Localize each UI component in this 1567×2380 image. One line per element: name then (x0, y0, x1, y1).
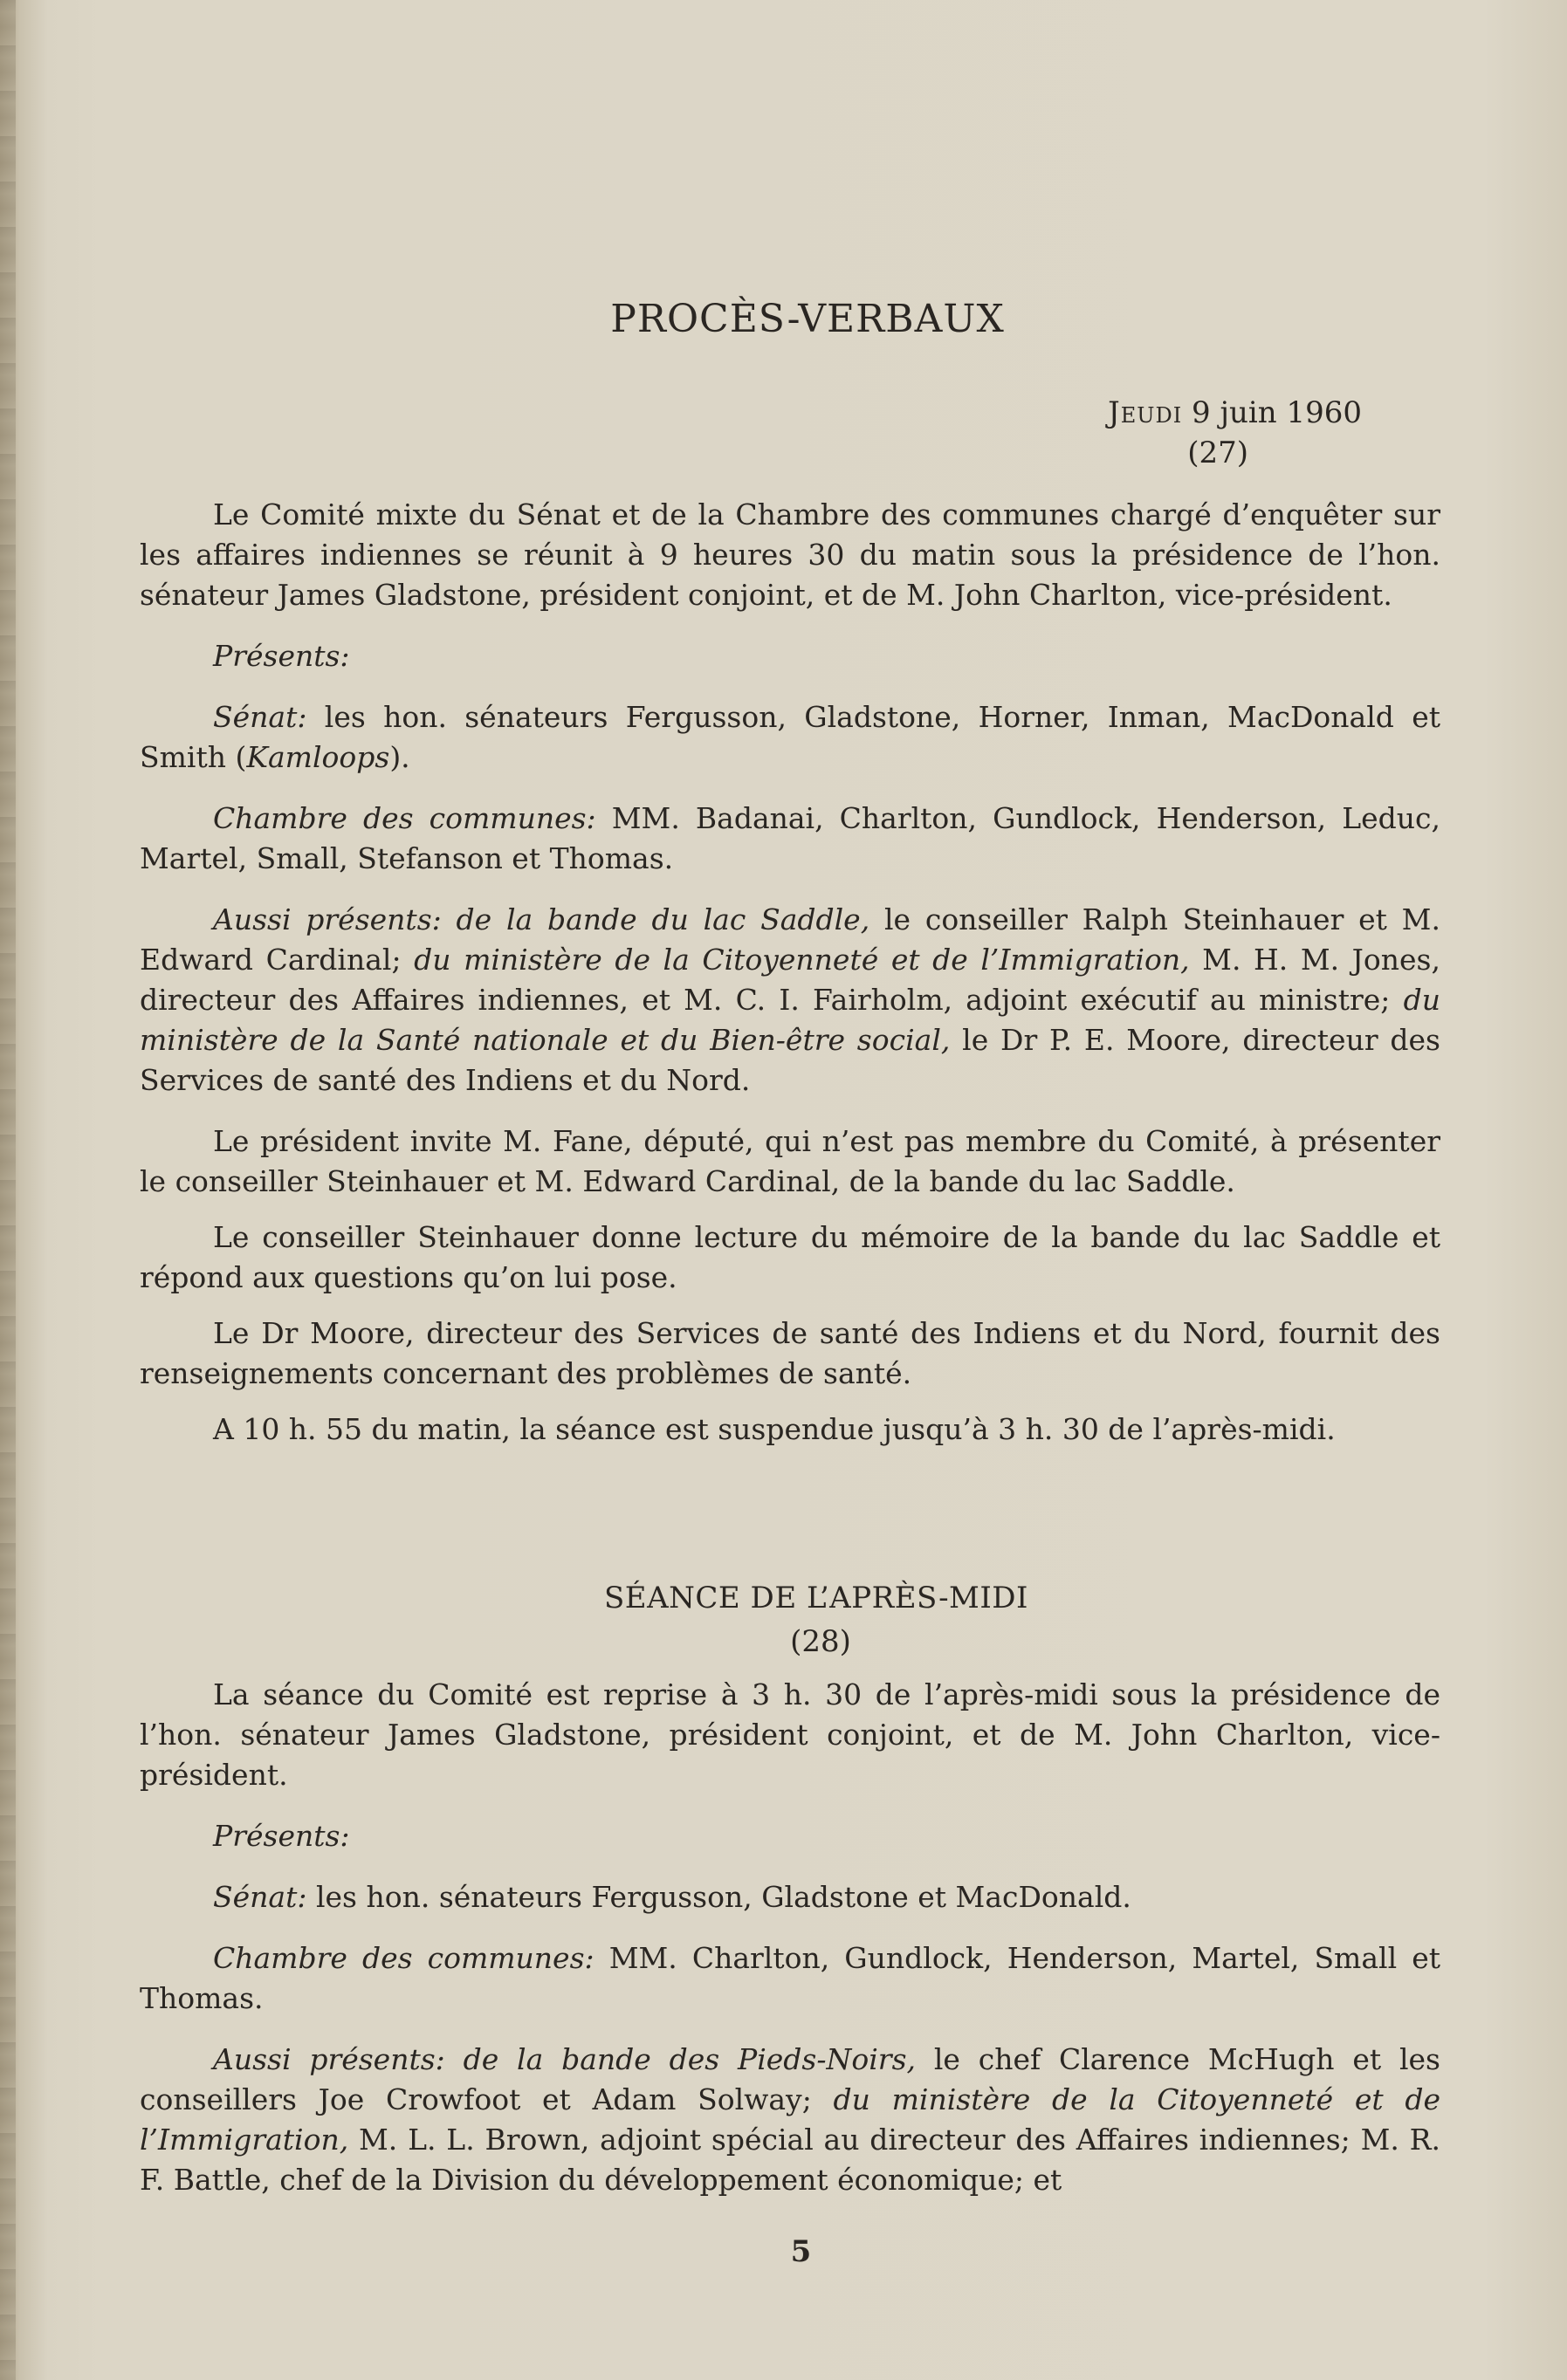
fane-paragraph: Le président invite M. Fane, député, qui n’est pas membre du Comité, à présenter le conseiller Steinhauer et M. Edward Cardinal, de la bande du lac Saddle. (140, 1124, 1440, 1198)
aussi-label: Aussi présents: (213, 902, 442, 936)
senat-kamloops: Kamloops (246, 740, 390, 774)
aussi-paragraph (140, 900, 1440, 1101)
afternoon-aussi-paragraph (140, 2040, 1440, 2200)
afternoon-aussi-org-1: de la bande des Pieds-Noirs, (463, 2042, 917, 2076)
session-date (140, 395, 1440, 430)
date-rest: 9 juin 1960 (1192, 395, 1362, 430)
senat-label: Sénat: (213, 700, 307, 734)
senat-members: les hon. sénateurs Fergusson, Gladstone, Horner, Inman, MacDonald et Smith ( (140, 700, 1441, 774)
chambre-paragraph (140, 799, 1440, 879)
afternoon-senat-paragraph (140, 1877, 1440, 1917)
presents-label-text: Présents: (213, 639, 350, 673)
afternoon-number: (28) (790, 1624, 851, 1659)
suspension-paragraph: A 10 h. 55 du matin, la séance est suspendue jusqu’à 3 h. 30 de l’après-midi. (213, 1412, 1336, 1446)
aussi-people-1: le conseiller Ralph Steinhauer et M. Edward Cardinal; (140, 902, 1440, 977)
chambre-label: Chambre des communes: (213, 801, 596, 835)
opening-paragraph: Le Comité mixte du Sénat et de la Chambre des communes chargé d’enquêter sur les affaires indiennes se réunit à 9 heures 30 du matin sous la présidence de l’hon. sénateur James Gladstone, président conjoint, et de M. John Charlton, vice-président. (140, 497, 1440, 612)
aussi-people-2: M. H. M. Jones, directeur des Affaires indiennes, et M. C. I. Fairholm, adjoint exécutif au ministre; (140, 943, 1440, 1017)
afternoon-presents-label (140, 1816, 1440, 1856)
afternoon-opening-paragraph: La séance du Comité est reprise à 3 h. 30 de l’après-midi sous la présidence de l’hon. sénateur James Gladstone, président conjoint, et de M. John Charlton, vice-président. (140, 1677, 1440, 1792)
afternoon-heading: SÉANCE DE L’APRÈS-MIDI (604, 1581, 1028, 1615)
afternoon-chambre-paragraph (140, 1938, 1440, 2019)
afternoon-senat-members: les hon. sénateurs Fergusson, Gladstone et MacDonald. (315, 1880, 1131, 1914)
date-day: Jeudi (1108, 395, 1183, 430)
afternoon-aussi-label: Aussi présents: (213, 2042, 445, 2076)
aussi-org-3: du ministère de la Santé nationale et du Bien-être social, (140, 983, 1440, 1057)
page-title: PROCÈS-VERBAUX (610, 297, 1005, 341)
afternoon-aussi-org-2: du ministère de la Citoyenneté et de l’Immigration, (140, 2082, 1440, 2157)
afternoon-chambre-members: MM. Charlton, Gundlock, Henderson, Martel, Small et Thomas. (140, 1941, 1440, 2015)
page-number: 5 (790, 2234, 812, 2269)
afternoon-presents-label-text: Présents: (213, 1819, 350, 1853)
aussi-org-2: du ministère de la Citoyenneté et de l’Immigration, (414, 943, 1190, 977)
afternoon-aussi-people-1: le chef Clarence McHugh et les conseillers Joe Crowfoot et Adam Solway; (140, 2042, 1440, 2116)
chambre-members: MM. Badanai, Charlton, Gundlock, Henderson, Leduc, Martel, Small, Stefanson et Thomas. (140, 801, 1440, 875)
afternoon-senat-label: Sénat: (213, 1880, 307, 1914)
afternoon-chambre-label: Chambre des communes: (213, 1941, 594, 1975)
binding-edge (0, 0, 16, 2380)
steinhauer-paragraph: Le conseiller Steinhauer donne lecture du mémoire de la bande du lac Saddle et répond aux questions qu’on lui pose. (140, 1220, 1440, 1294)
aussi-people-3: le Dr P. E. Moore, directeur des Services de santé des Indiens et du Nord. (140, 1023, 1440, 1097)
moore-paragraph: Le Dr Moore, directeur des Services de santé des Indiens et du Nord, fournit des renseignements concernant des problèmes de santé. (140, 1316, 1440, 1390)
aussi-org-1: de la bande du lac Saddle, (456, 902, 870, 936)
session-number: (27) (1187, 436, 1248, 470)
document-body (140, 297, 1440, 2200)
presents-label (140, 636, 1440, 676)
senat-paragraph (140, 697, 1440, 778)
senat-end: ). (389, 740, 410, 774)
afternoon-aussi-people-2: M. L. L. Brown, adjoint spécial au directeur des Affaires indiennes; M. R. F. Battle, chef de la Division du développement économique; et (140, 2123, 1440, 2197)
